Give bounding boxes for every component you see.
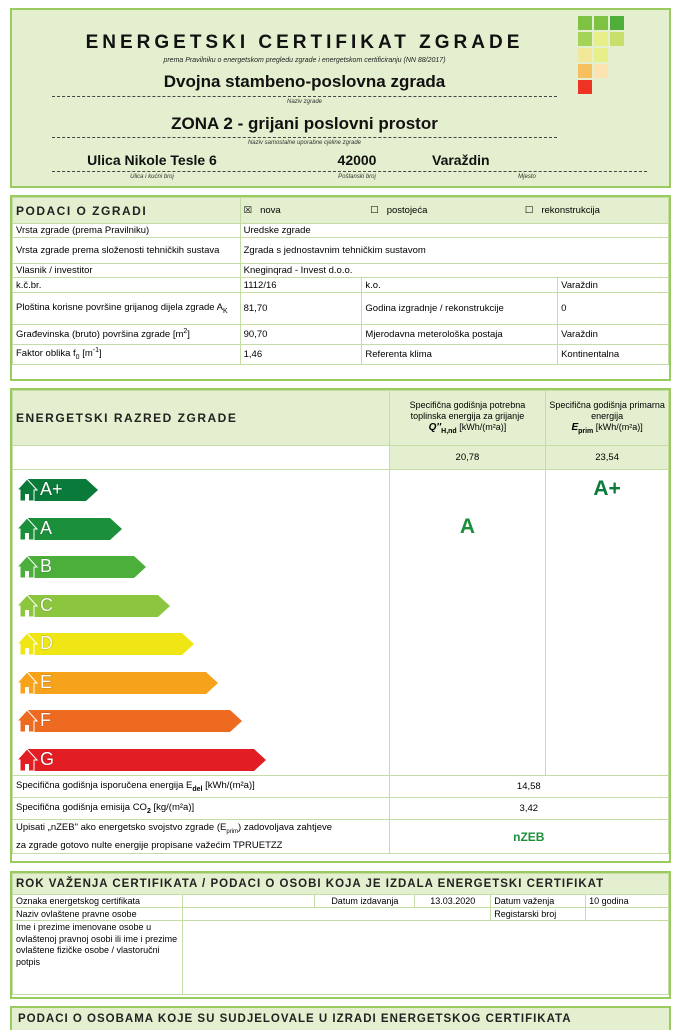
energy-class-label: F [40, 710, 51, 730]
station-value: Varaždin [558, 325, 669, 345]
building-data-table [12, 197, 669, 365]
option-new-checkbox[interactable] [244, 205, 368, 216]
logo-square [578, 80, 592, 94]
option-reconstruction-checkbox[interactable] [525, 205, 600, 216]
delivered-energy-value: 14,58 [389, 776, 668, 798]
owner-label: Vlasnik / investitor [13, 264, 241, 278]
energy-class-label: G [40, 748, 55, 769]
city: Varaždin [432, 152, 490, 168]
checkbox-checked-icon: ☒ [243, 205, 253, 216]
issue-date-label: Datum izdavanja [315, 895, 415, 908]
city-caption: Mjesto [518, 174, 536, 180]
logo-square [578, 16, 592, 30]
energy-class-bar [16, 555, 148, 577]
energy-scale-cell [13, 470, 390, 776]
participants-section-title: PODACI O OSOBAMA KOJE SU SUDJELOVALE U IZRADI ENERGETSKOG CERTIFIKATA [18, 1013, 572, 1025]
energy-class-bar [16, 517, 124, 539]
option-existing-checkbox[interactable] [370, 205, 522, 216]
postal-caption: Poštanski broj [338, 174, 376, 180]
kc-label: k.č.br. [13, 278, 241, 293]
building-section-title: PODACI O ZGRADI [13, 198, 241, 224]
option-existing-label: postojeća [386, 205, 428, 216]
energy-class-table [12, 390, 669, 854]
street-address: Ulica Nikole Tesle 6 [87, 152, 217, 168]
valid-date-value: 10 godina [586, 895, 669, 908]
ko-label: k.o. [362, 278, 558, 293]
cert-mark-label: Oznaka energetskog certifikata [13, 895, 183, 908]
complexity-label: Vrsta zgrade prema složenosti tehničkih sustava [13, 238, 241, 264]
co2-emission-value: 3,42 [389, 798, 668, 820]
logo-square [578, 48, 592, 62]
gross-area-label: Građevinska (bruto) površina zgrade $[m^2]$ [13, 325, 241, 345]
signatory-label: Ime i prezime imenovane osobe u ovlaštenoj pravnoj osobi ili ime i prezime ovlaštene fizičke osobe / vlastoručni potpis [13, 921, 183, 995]
zone-line [52, 137, 557, 138]
logo-square [594, 16, 608, 30]
energy-class-bar [16, 594, 172, 616]
primary-energy-class: A+ [593, 477, 621, 500]
energy-class-block [10, 388, 671, 863]
energy-class-label: C [40, 594, 53, 615]
shape-factor-value: 1,46 [240, 345, 362, 365]
heating-demand-class-cell [389, 470, 546, 776]
header-block [10, 8, 671, 188]
heating-demand-class: A [459, 515, 475, 538]
energy-class-label: B [40, 556, 53, 576]
nzeb-label: Upisati „nZEB" ako energetsko svojstvo zgrade $(E_{prim})$ zadovoljava zahtjeve za zgrade gotovo nulte energije propisane važećim TPRUETZZ [13, 820, 390, 854]
gross-area-value: 90,70 [240, 325, 362, 345]
energy-class-label: A [40, 517, 53, 538]
climate-label: Referenta klima [362, 345, 558, 365]
logo-square [594, 32, 608, 46]
street-caption: Ulica i kućni broj [130, 174, 174, 180]
heated-area-value: 81,70 [240, 293, 362, 325]
logo-square [594, 48, 608, 62]
energy-class-bar [16, 478, 100, 500]
cert-mark-value [182, 895, 315, 908]
delivered-energy-label: Specifična godišnja isporučena energija $E_{del}$ [kWh/(m²a)] [13, 776, 390, 798]
primary-energy-value: 23,54 [546, 446, 669, 470]
heating-demand-header: Specifična godišnja potrebna toplinska energija za grijanje $Q''_{H,nd}$ [kWh/(m²a)] [389, 391, 546, 446]
validity-section-title: ROK VAŽENJA CERTIFIKATA / PODACI O OSOBI KOJA JE IZDALA ENERGETSKI CERTIFIKAT [13, 874, 669, 895]
year-label: Godina izgradnje / rekonstrukcije [362, 293, 558, 325]
energy-section-title: ENERGETSKI RAZRED ZGRADE [13, 391, 390, 446]
ko-value: Varaždin [558, 278, 669, 293]
complexity-value: Zgrada s jednostavnim tehničkim sustavom [240, 238, 668, 264]
year-value: 0 [558, 293, 669, 325]
energy-class-bar [16, 709, 244, 731]
option-new-label: nova [260, 205, 281, 216]
document-title: ENERGETSKI CERTIFIKAT ZGRADE [85, 32, 524, 53]
logo-square [578, 64, 592, 78]
logo-square [578, 32, 592, 46]
checkbox-empty-icon: ☐ [524, 205, 534, 216]
energy-class-bar [16, 671, 220, 693]
address-line [52, 171, 647, 172]
valid-date-label: Datum važenja [491, 895, 586, 908]
validity-block [10, 871, 671, 999]
kc-value: 1112/16 [240, 278, 362, 293]
shape-factor-label: Faktor oblika $f_0$ $[m^{-1}]$ [13, 345, 241, 365]
signatory-value [182, 921, 668, 995]
energy-class-label: E [40, 671, 53, 692]
heated-area-label: Ploština korisne površine grijanog dijela zgrade $A_K$ [13, 293, 241, 325]
logo-square [610, 16, 624, 30]
zone-caption: Naziv samostalne uporabne cjeline zgrade [247, 140, 362, 146]
nzeb-value: nZEB [389, 820, 668, 854]
energy-scale [16, 471, 276, 771]
postal-code: 42000 [337, 152, 377, 168]
co2-emission-label: Specifična godišnja emisija $CO_2$ [kg/(m²a)] [13, 798, 390, 820]
energy-class-bar [16, 748, 268, 770]
values-row-spacer [13, 446, 390, 470]
building-type-value: Uredske zgrade [240, 224, 668, 238]
energy-class-label: A+ [40, 479, 63, 499]
building-name-caption: Naziv zgrade [286, 99, 322, 105]
climate-value: Kontinentalna [558, 345, 669, 365]
legal-entity-value [182, 908, 490, 921]
building-type-label: Vrsta zgrade (prema Pravilniku) [13, 224, 241, 238]
heating-demand-value: 20,78 [389, 446, 546, 470]
legal-entity-label: Naziv ovlaštene pravne osobe [13, 908, 183, 921]
issue-date-value: 13.03.2020 [415, 895, 491, 908]
validity-table [12, 873, 669, 995]
owner-value: Kneginqrad - Invest d.o.o. [240, 264, 668, 278]
document-subtitle: prema Pravilniku o energetskom pregledu zgrade i energetskom certificiranju (NN 88/2017) [163, 57, 446, 64]
registration-number-value [586, 908, 669, 921]
station-label: Mjerodavna meterološka postaja [362, 325, 558, 345]
participants-block [10, 1006, 671, 1030]
energy-class-bar [16, 632, 196, 654]
registration-number-label: Registarski broj [491, 908, 586, 921]
logo-square [594, 64, 608, 78]
energy-class-label: D [40, 633, 53, 653]
building-data-block [10, 195, 671, 381]
option-reconstruction-label: rekonstrukcija [541, 205, 600, 216]
primary-energy-class-cell [546, 470, 669, 776]
logo-square [610, 32, 624, 46]
building-name: Dvojna stambeno-poslovna zgrada [163, 72, 446, 91]
building-name-line [52, 96, 557, 97]
zone-name: ZONA 2 - grijani poslovni prostor [171, 114, 438, 133]
primary-energy-header: Specifična godišnja primarna energija $E_{prim}$ [kWh/(m²a)] [546, 391, 669, 446]
checkbox-empty-icon: ☐ [370, 205, 379, 216]
building-status-options [240, 198, 668, 224]
